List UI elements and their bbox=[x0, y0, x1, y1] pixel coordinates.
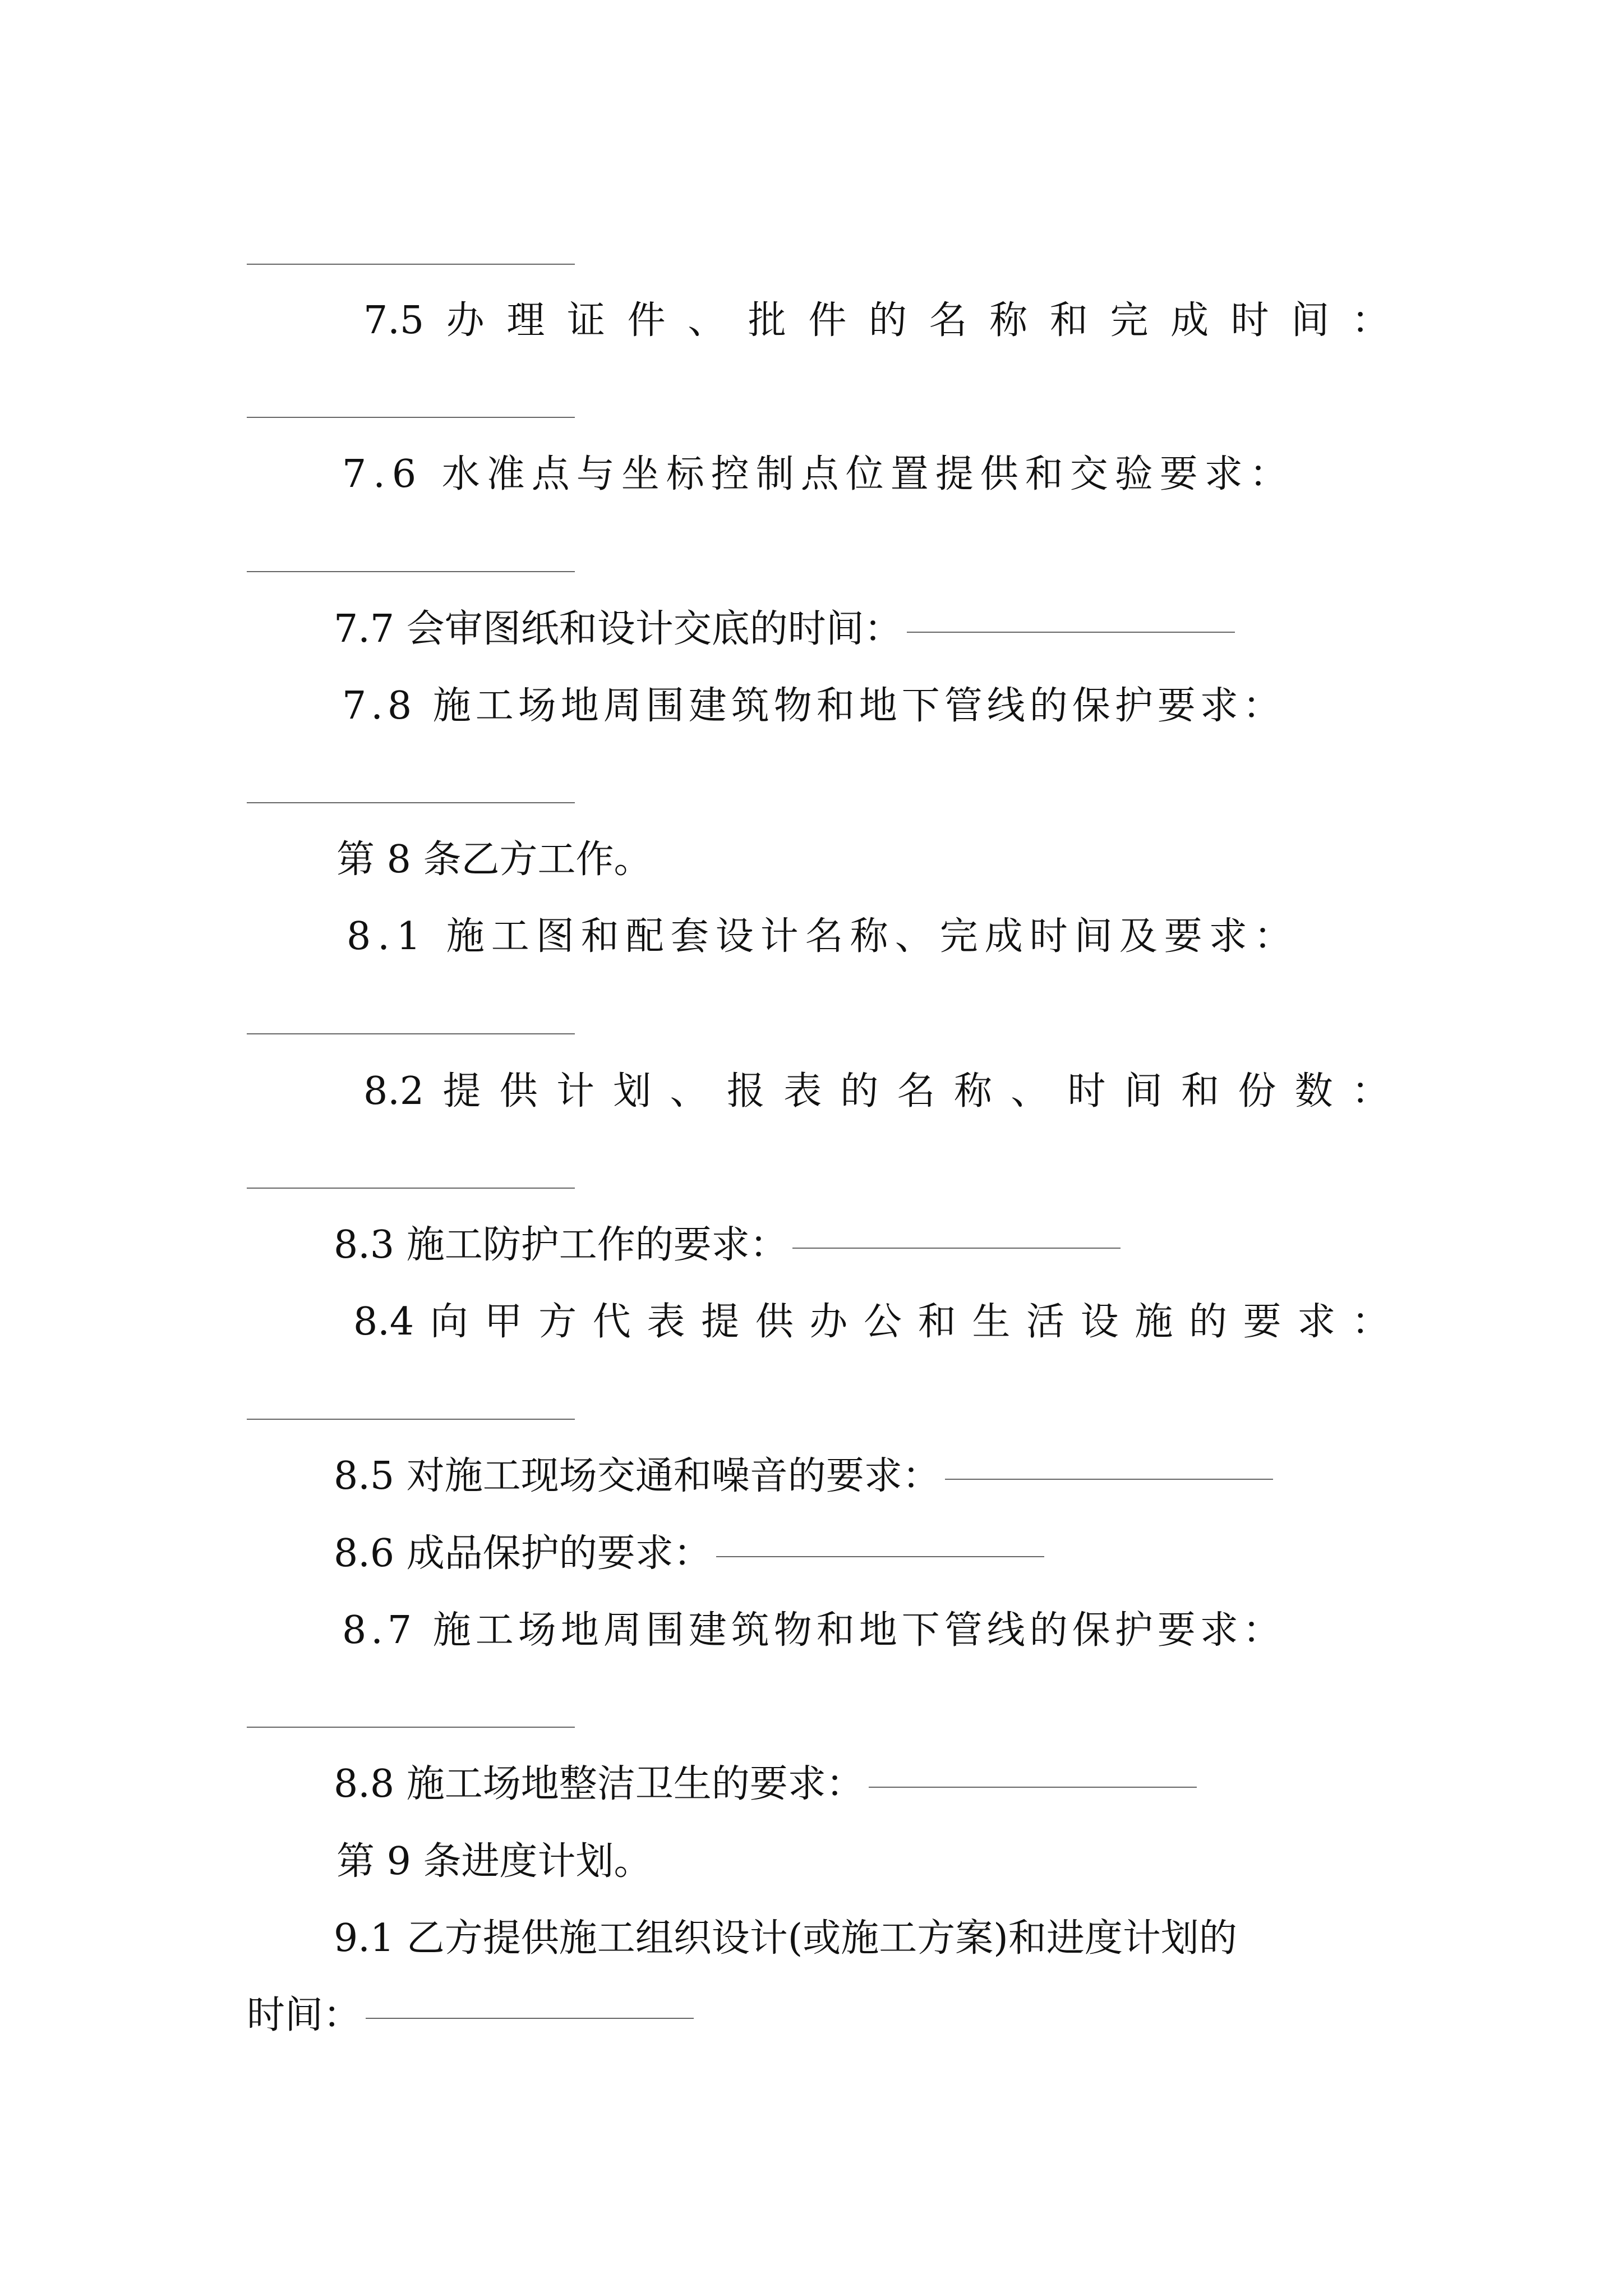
justified-char: 表 bbox=[647, 1300, 685, 1344]
blank-line bbox=[792, 1248, 1121, 1249]
justified-char: 和 bbox=[1049, 298, 1088, 343]
clause-7-7-text: 7.7 会审图纸和设计交底的时间： bbox=[334, 607, 902, 651]
justified-char: 计 bbox=[556, 1069, 594, 1114]
clause-8-3-text: 8.3 施工防护工作的要求： bbox=[334, 1223, 788, 1267]
justified-char: 的 bbox=[869, 298, 907, 343]
blank-line bbox=[247, 264, 575, 265]
clause-9-1-continued bbox=[247, 1993, 694, 2038]
justified-char: 8.4 bbox=[353, 1300, 414, 1344]
justified-char: 名 bbox=[929, 298, 967, 343]
clause-8-6 bbox=[334, 1531, 1044, 1576]
justified-char: 称 bbox=[989, 298, 1028, 343]
justified-char: 理 bbox=[506, 298, 545, 343]
justified-char: 供 bbox=[755, 1300, 794, 1344]
clause-8-8 bbox=[334, 1762, 1197, 1807]
clause-7-7 bbox=[334, 607, 1235, 652]
clause-8-2 bbox=[363, 1069, 1390, 1114]
justified-char: 提 bbox=[442, 1069, 481, 1114]
justified-char: 活 bbox=[1026, 1300, 1065, 1344]
justified-char: ： bbox=[1351, 1300, 1390, 1344]
justified-char: 份 bbox=[1238, 1069, 1276, 1114]
justified-char: 的 bbox=[1188, 1300, 1227, 1344]
justified-char: 件 bbox=[627, 298, 666, 343]
blank-line bbox=[247, 1188, 575, 1189]
article-8-heading: 第 8 条乙方工作。 bbox=[336, 838, 652, 882]
justified-char: 称 bbox=[953, 1069, 992, 1114]
justified-char: 名 bbox=[897, 1069, 935, 1114]
blank-line bbox=[247, 1727, 575, 1728]
clause-9-1: 9.1 乙方提供施工组织设计(或施工方案)和进度计划的 bbox=[334, 1916, 1237, 1961]
justified-char: 办 bbox=[446, 298, 485, 343]
justified-char: 证 bbox=[566, 298, 605, 343]
justified-char: 件 bbox=[808, 298, 847, 343]
blank-line bbox=[907, 632, 1235, 633]
justified-char: 生 bbox=[972, 1300, 1011, 1344]
blank-line bbox=[247, 802, 575, 803]
justified-char: 甲 bbox=[484, 1300, 523, 1344]
blank-line bbox=[247, 1419, 575, 1420]
clause-8-6-text: 8.6 成品保护的要求： bbox=[334, 1531, 712, 1576]
justified-char: 完 bbox=[1110, 298, 1149, 343]
justified-char: 的 bbox=[840, 1069, 879, 1114]
clause-8-3 bbox=[334, 1223, 1121, 1268]
justified-char: 代 bbox=[592, 1300, 631, 1344]
justified-char: 求 bbox=[1297, 1300, 1336, 1344]
justified-char: ： bbox=[1351, 298, 1390, 343]
justified-char: 向 bbox=[430, 1300, 468, 1344]
blank-line bbox=[247, 571, 575, 572]
justified-char: 提 bbox=[701, 1300, 740, 1344]
justified-char: 数 bbox=[1294, 1069, 1333, 1114]
justified-char: 、 bbox=[688, 298, 726, 343]
justified-char: 要 bbox=[1243, 1300, 1281, 1344]
justified-char: 施 bbox=[1135, 1300, 1173, 1344]
justified-char: 供 bbox=[499, 1069, 538, 1114]
justified-char: 设 bbox=[1080, 1300, 1119, 1344]
clause-8-5-text: 8.5 对施工现场交通和噪音的要求： bbox=[334, 1454, 940, 1498]
clause-9-1-cont-text: 时间： bbox=[247, 1993, 362, 2037]
justified-char: 办 bbox=[809, 1300, 848, 1344]
blank-line bbox=[716, 1556, 1044, 1557]
justified-char: 报 bbox=[726, 1069, 765, 1114]
justified-char: 、 bbox=[670, 1069, 708, 1114]
justified-char: 时 bbox=[1230, 298, 1269, 343]
justified-char: ： bbox=[1351, 1069, 1390, 1114]
justified-char: 表 bbox=[783, 1069, 822, 1114]
justified-char: 时 bbox=[1067, 1069, 1106, 1114]
justified-char: 间 bbox=[1124, 1069, 1163, 1114]
justified-char: 公 bbox=[864, 1300, 902, 1344]
blank-line bbox=[945, 1479, 1273, 1480]
blank-line bbox=[366, 2018, 694, 2019]
article-9-heading: 第 9 条进度计划。 bbox=[336, 1839, 652, 1884]
justified-char: 和 bbox=[1181, 1069, 1220, 1114]
clause-7-5 bbox=[363, 298, 1390, 343]
justified-char: 方 bbox=[538, 1300, 577, 1344]
justified-char: 和 bbox=[917, 1300, 956, 1344]
clause-8-1: 8.1 施工图和配套设计名称、完成时间及要求： bbox=[347, 914, 1299, 959]
clause-8-8-text: 8.8 施工场地整洁卫生的要求： bbox=[334, 1762, 864, 1806]
justified-char: 成 bbox=[1170, 298, 1209, 343]
justified-char: 间 bbox=[1291, 298, 1330, 343]
justified-char: 8.2 bbox=[363, 1069, 425, 1114]
justified-char: 7.5 bbox=[363, 298, 425, 343]
clause-8-5 bbox=[334, 1454, 1273, 1499]
blank-line bbox=[869, 1787, 1197, 1788]
clause-7-8: 7.8 施工场地周围建筑物和地下管线的保护要求： bbox=[342, 684, 1285, 728]
blank-line bbox=[247, 1033, 575, 1034]
clause-7-6: 7.6 水准点与坐标控制点位置提供和交验要求： bbox=[342, 452, 1294, 496]
justified-char: 批 bbox=[748, 298, 786, 343]
clause-8-4 bbox=[353, 1300, 1390, 1345]
justified-char: 划 bbox=[613, 1069, 652, 1114]
clause-8-7: 8.7 施工场地周围建筑物和地下管线的保护要求： bbox=[342, 1608, 1285, 1653]
justified-char: 、 bbox=[1011, 1069, 1049, 1114]
blank-line bbox=[247, 417, 575, 418]
